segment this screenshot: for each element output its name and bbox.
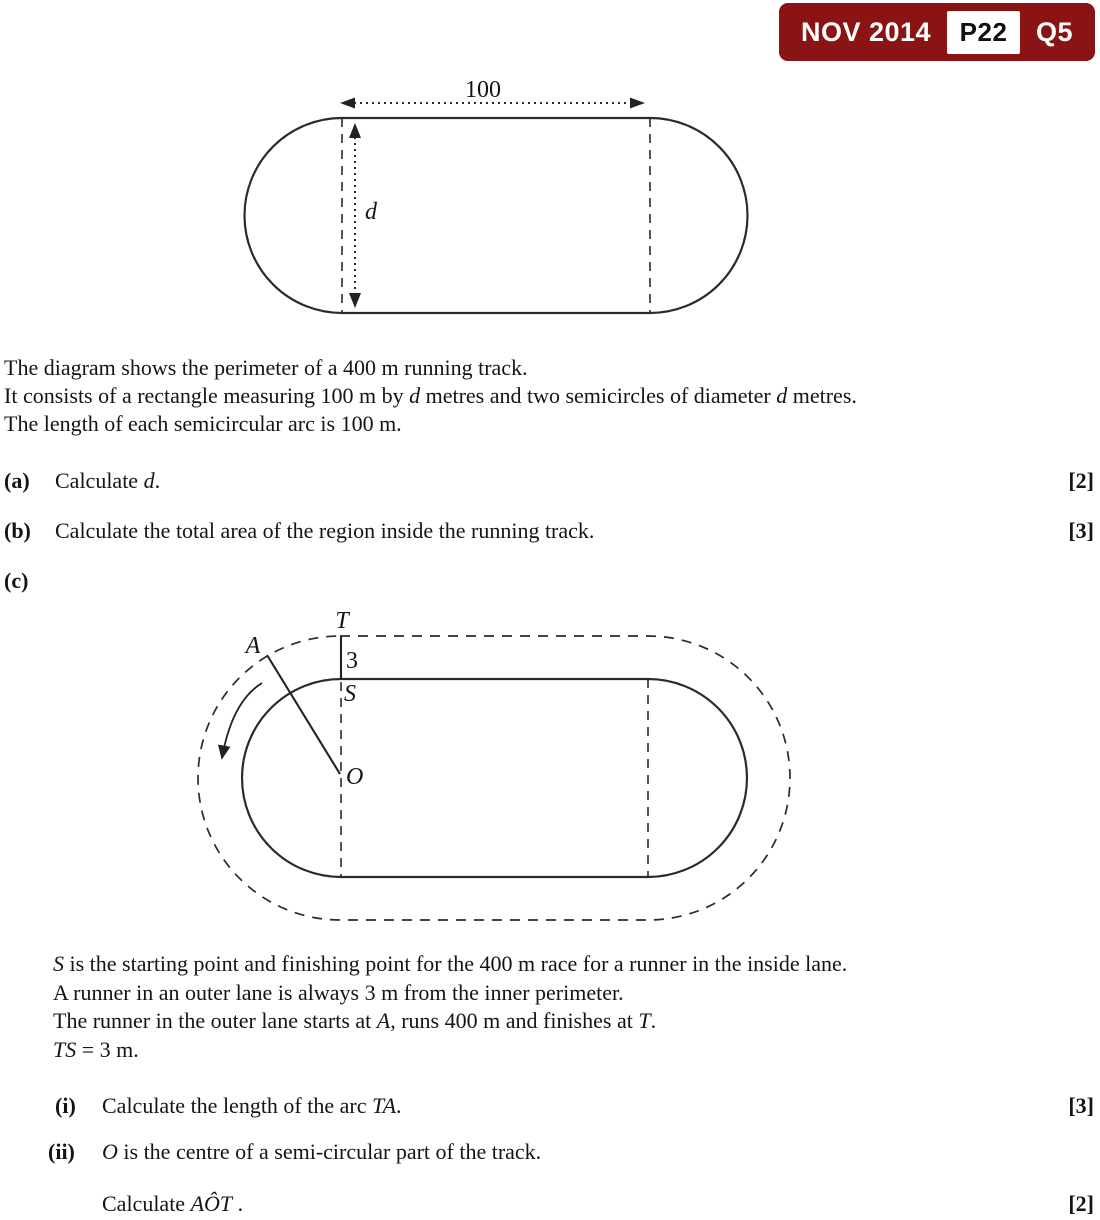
point-S-label: S [344, 681, 356, 707]
passage-line-3: The runner in the outer lane starts at A, runs 400 m and finishes at T. [53, 1008, 657, 1033]
subpart-i-label: (i) [55, 1093, 76, 1118]
point-O-label: O [346, 764, 364, 790]
exam-reference-badge [779, 3, 1095, 61]
part-b-marks: [3] [1068, 518, 1094, 543]
intro-line-3: The length of each semicircular arc is 100 m. [4, 411, 402, 436]
part-a-marks: [2] [1068, 468, 1094, 493]
subpart-ii-final-text: Calculate AÔT . [102, 1191, 244, 1216]
width-dimension-label: 100 [465, 77, 501, 103]
arrowhead-right-icon [630, 98, 645, 109]
arrowhead-down-icon [349, 293, 361, 308]
arrowhead-left-icon [340, 98, 355, 109]
part-b-text: Calculate the total area of the region inside the running track. [55, 518, 595, 543]
track-diagram-top [228, 78, 758, 323]
track-diagram-lanes [190, 602, 810, 932]
part-b-label: (b) [4, 518, 31, 543]
passage-paragraph [53, 950, 847, 1064]
passage-line-4: TS = 3 m. [53, 1036, 139, 1062]
part-c-label: (c) [4, 568, 29, 593]
diameter-dimension-label: d [365, 199, 377, 225]
subpart-i-text: Calculate the length of the arc TA. [102, 1093, 402, 1118]
segment-A-O [267, 655, 340, 774]
part-a-row [0, 467, 1100, 495]
inner-track-outline [242, 679, 747, 877]
intro-paragraph [4, 354, 857, 438]
arrowhead-up-icon [349, 123, 361, 138]
badge-session-label: NOV 2014 [801, 16, 932, 47]
point-T-label: T [335, 608, 349, 634]
part-a-label: (a) [4, 468, 30, 493]
subpart-ii-marks: [2] [1068, 1191, 1094, 1216]
subpart-i-marks: [3] [1068, 1093, 1094, 1118]
intro-line-1: The diagram shows the perimeter of a 400 m running track. [4, 355, 528, 380]
subpart-ii-row [0, 1138, 1100, 1166]
point-A-label: A [245, 633, 261, 659]
track-outline [245, 118, 748, 313]
part-b-row [0, 517, 1100, 545]
badge-question-label: Q5 [1035, 16, 1073, 47]
passage-line-2: A runner in an outer lane is always 3 m from the inner perimeter. [53, 979, 624, 1005]
part-c-row [0, 567, 1100, 595]
run-direction-arrow [222, 683, 262, 758]
part-a-text: Calculate d. [55, 468, 161, 493]
subpart-ii-label: (ii) [48, 1139, 75, 1164]
subpart-i-row [0, 1092, 1100, 1120]
subpart-ii-final-row [0, 1190, 1100, 1218]
lane-offset-label: 3 [346, 648, 358, 674]
intro-line-2: It consists of a rectangle measuring 100 m by d metres and two semicircles of diameter d metres. [4, 383, 857, 408]
subpart-ii-text: O is the centre of a semi-circular part of the track. [102, 1139, 542, 1164]
badge-paper-label: P22 [947, 11, 1021, 54]
passage-line-1: S is the starting point and finishing point for the 400 m race for a runner in the inside lane. [53, 951, 848, 976]
